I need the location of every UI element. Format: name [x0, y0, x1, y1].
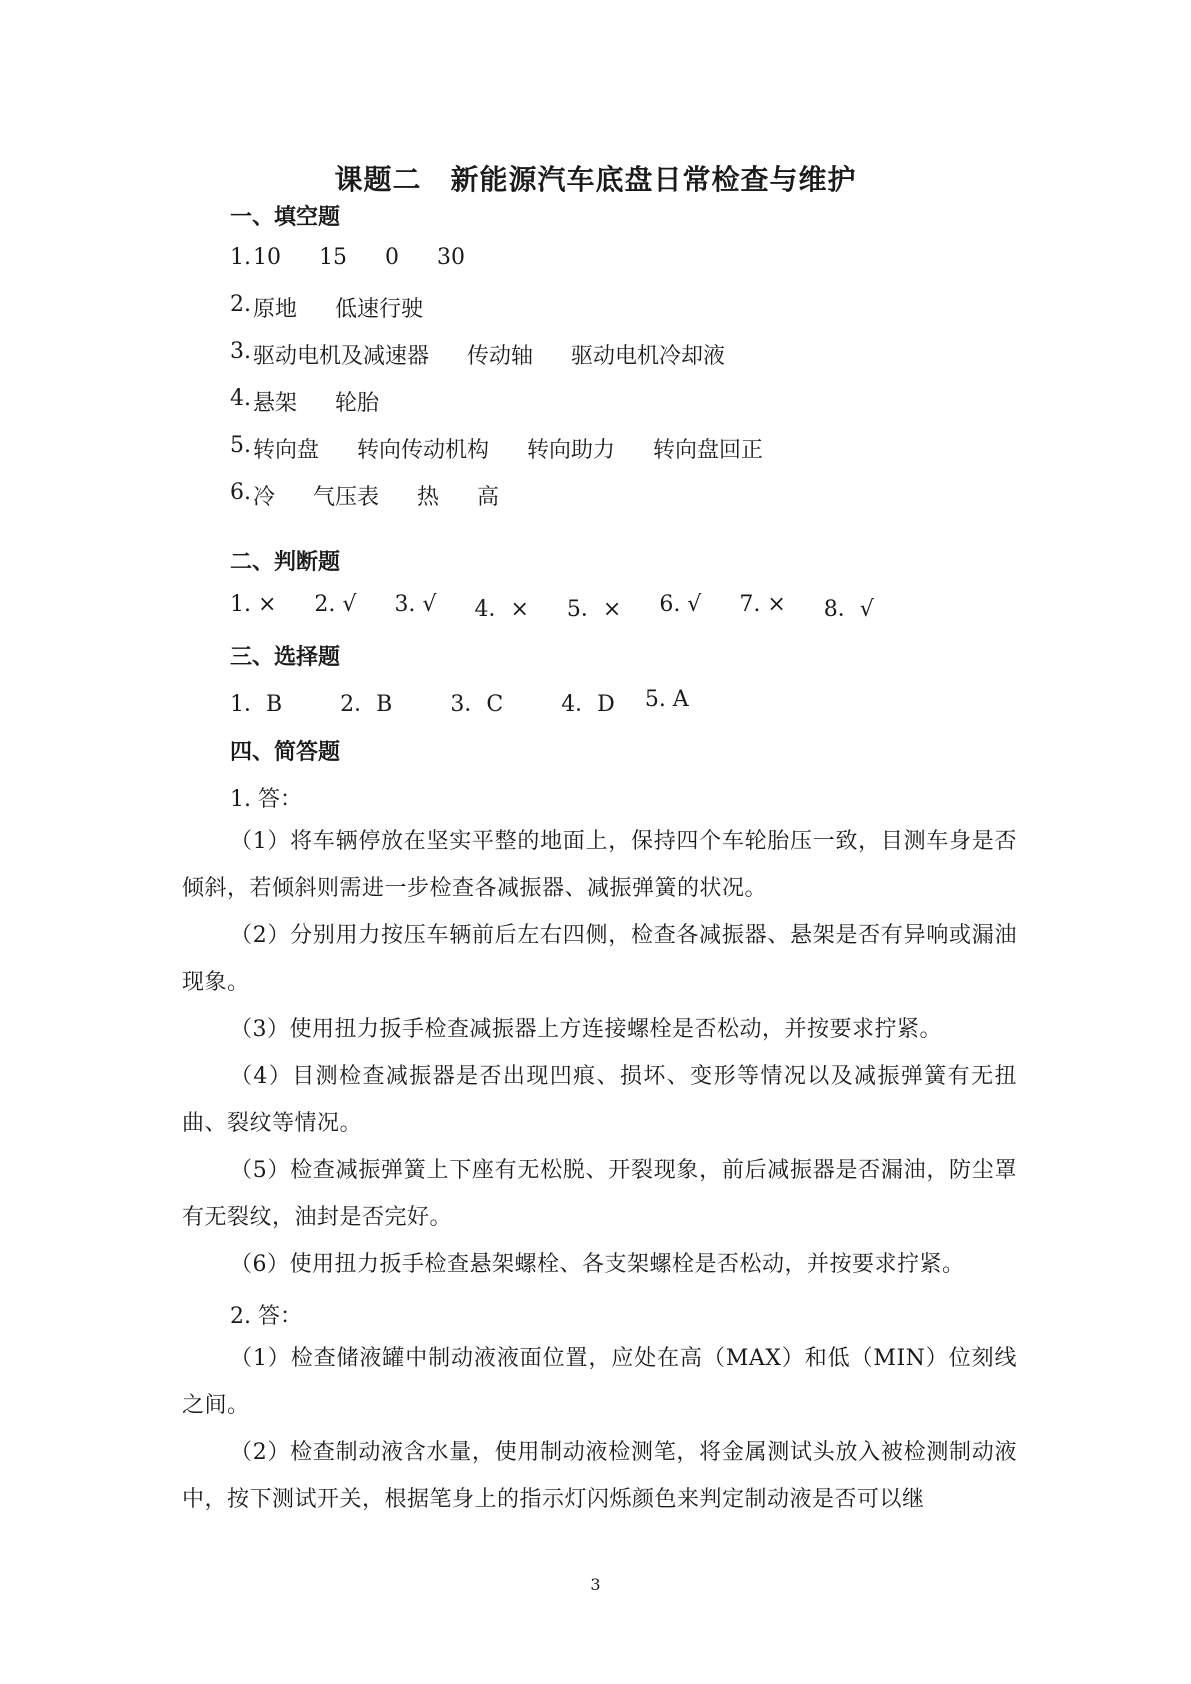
fill-answer-1 — [230, 245, 503, 270]
short-answer-1-step-6: （6）使用扭力扳手检查悬架螺栓、各支架螺栓是否松动，并按要求拧紧。 — [230, 1252, 965, 1277]
page-title: 课题二 新能源汽车底盘日常检查与维护 — [334, 163, 857, 196]
judge-answer: 5．× — [566, 597, 622, 622]
section-heading-fill: 一、填空题 — [230, 205, 341, 230]
choice-answer: 1．B — [230, 692, 283, 717]
fill-answer-5 — [230, 433, 801, 464]
fill-answer-number: 3. — [230, 339, 251, 364]
short-answer-2-step-2: （2）检查制动液含水量，使用制动液检测笔，将金属测试头放入被检测制动液中，按下测试开关，根据笔身上的指示灯闪烁颜色来判定制动液是否可以继 — [182, 1440, 1017, 1512]
fill-answer-item: 传动轴 — [467, 344, 534, 369]
section-heading-choice: 三、选择题 — [230, 645, 341, 670]
fill-answer-item: 气压表 — [313, 485, 380, 510]
short-answer-1-step-1: （1）将车辆停放在坚实平整的地面上，保持四个车轮胎压一致，目测车身是否倾斜，若倾斜则需进一步检查各减振器、减振弹簧的状况。 — [182, 829, 1017, 901]
judge-answer: 4．× — [474, 597, 529, 622]
judge-answer: 6. √ — [659, 592, 702, 617]
section-heading-judge: 二、判断题 — [230, 550, 341, 575]
fill-answer-item: 30 — [437, 245, 465, 270]
fill-answer-item: 高 — [477, 485, 500, 510]
choice-answer: 3．C — [450, 692, 504, 717]
fill-answer-item: 转向助力 — [527, 438, 616, 463]
choice-answer: 5. A — [644, 687, 689, 712]
fill-answer-6 — [230, 480, 537, 511]
short-answer-2-step-1: （1）检查储液罐中制动液液面位置，应处在高（MAX）和低（MIN）位刻线之间。 — [182, 1346, 1017, 1418]
short-answer-1-step-4: （4）目测检查减振器是否出现凹痕、损坏、变形等情况以及减振弹簧有无扭曲、裂纹等情况。 — [182, 1064, 1017, 1136]
short-answer-1-step-5: （5）检查减振弹簧上下座有无松脱、开裂现象，前后减振器是否漏油，防尘罩有无裂纹，油封是否完好。 — [182, 1158, 1017, 1230]
fill-answer-item: 15 — [319, 245, 347, 270]
section-heading-short: 四、简答题 — [230, 740, 341, 765]
fill-answer-item: 悬架 — [253, 391, 298, 416]
fill-answer-item: 0 — [385, 245, 399, 270]
fill-answer-item: 热 — [417, 485, 440, 510]
judge-answers — [230, 592, 912, 623]
fill-answer-item: 转向盘回正 — [653, 438, 764, 463]
fill-answer-item: 冷 — [253, 485, 276, 510]
fill-answer-item: 10 — [253, 245, 281, 270]
short-answer-2-label: 2. 答： — [230, 1304, 302, 1329]
fill-answer-item: 转向盘 — [253, 438, 320, 463]
short-answer-1-step-3: （3）使用扭力扳手检查减振器上方连接螺栓是否松动，并按要求拧紧。 — [230, 1017, 942, 1042]
short-answer-1-label: 1. 答： — [230, 787, 302, 812]
fill-answer-number: 2. — [230, 292, 251, 317]
choice-answers — [230, 687, 727, 718]
fill-answer-number: 5. — [230, 433, 251, 458]
judge-answer: 8．√ — [823, 597, 874, 622]
page-number: 3 — [590, 1575, 601, 1594]
judge-answer: 7. × — [739, 592, 786, 617]
fill-answer-item: 转向传动机构 — [357, 438, 490, 463]
judge-answer: 2. √ — [314, 592, 357, 617]
fill-answer-item: 驱动电机及减速器 — [253, 344, 430, 369]
fill-answer-number: 1. — [230, 245, 251, 270]
fill-answer-number: 4. — [230, 386, 251, 411]
judge-answer: 1. × — [230, 592, 277, 617]
choice-answer: 2．B — [340, 692, 393, 717]
fill-answer-2 — [230, 292, 461, 323]
short-answer-1-step-2: （2）分别用力按压车辆前后左右四侧，检查各减振器、悬架是否有异响或漏油现象。 — [182, 923, 1017, 995]
fill-answer-item: 原地 — [253, 297, 298, 322]
fill-answer-item: 低速行驶 — [335, 297, 424, 322]
fill-answer-item: 驱动电机冷却液 — [571, 344, 726, 369]
choice-answer: 4．D — [561, 692, 615, 717]
fill-answer-4 — [230, 386, 417, 417]
fill-answer-3 — [230, 339, 763, 370]
fill-answer-item: 轮胎 — [335, 391, 380, 416]
fill-answer-number: 6. — [230, 480, 251, 505]
judge-answer: 3. √ — [394, 592, 437, 617]
